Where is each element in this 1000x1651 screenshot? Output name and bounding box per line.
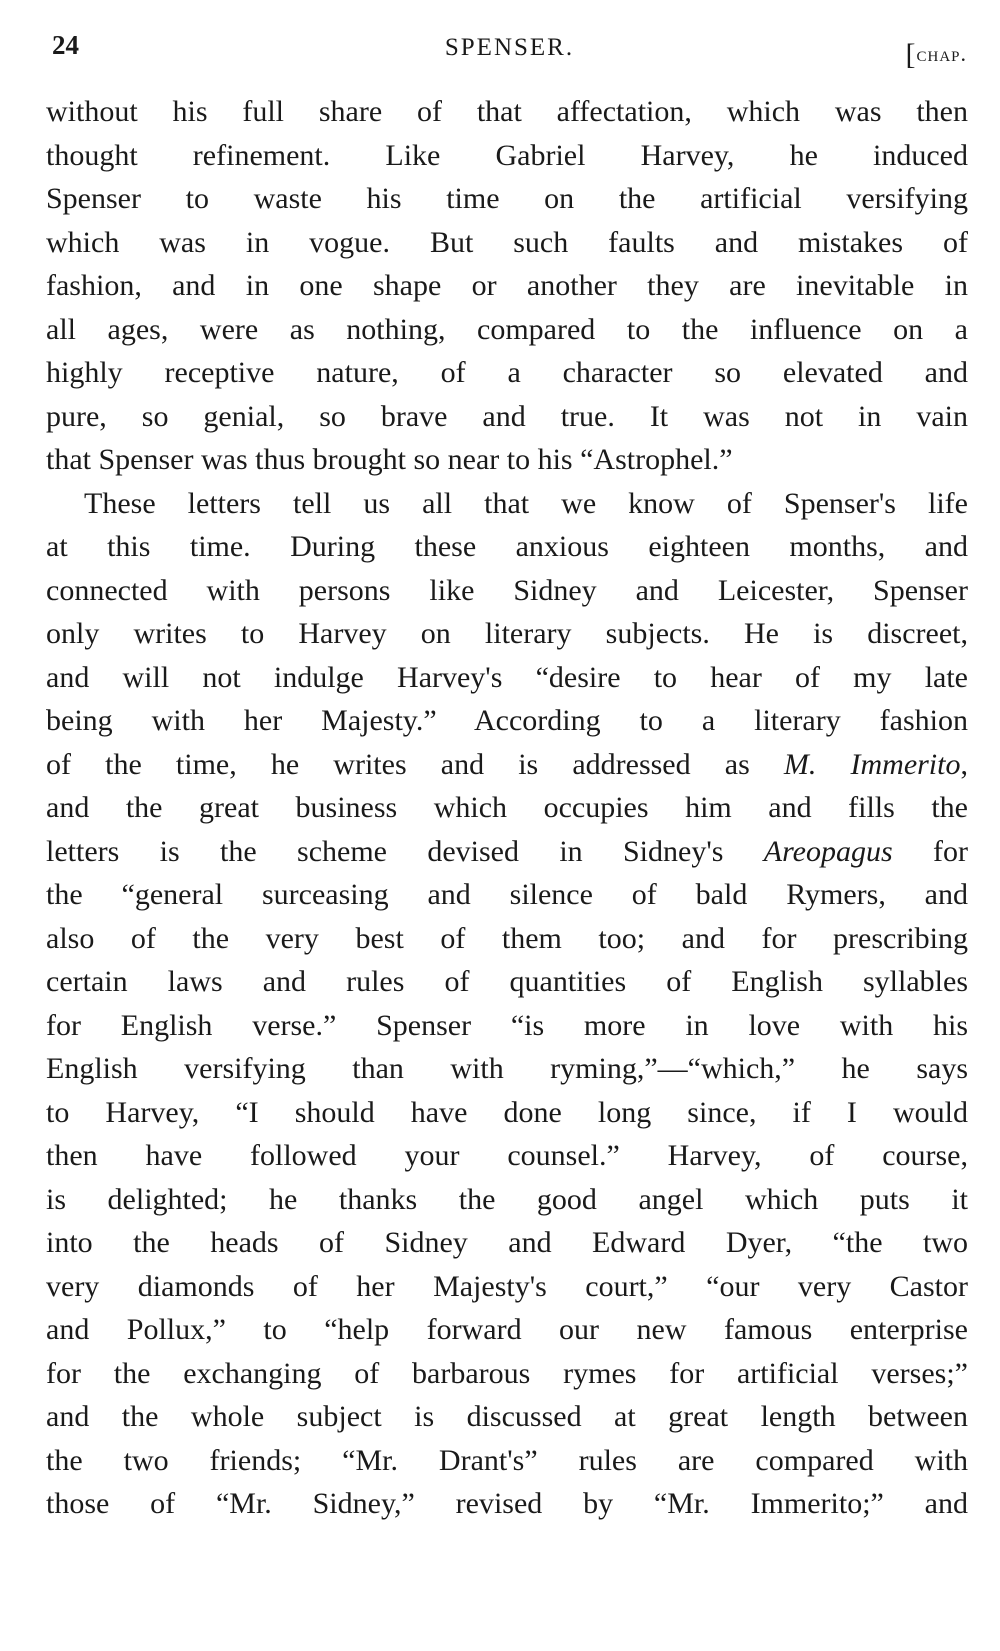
text-line: and the whole subject is discussed at great length between: [46, 1400, 968, 1433]
text-line: very diamonds of her Majesty's court,” “our very Castor: [46, 1269, 968, 1303]
body-text: [46, 90, 968, 1526]
chapter-bracket: [: [905, 38, 917, 71]
text-line: connected with persons like Sidney and Leicester, Spenser: [46, 573, 968, 607]
text-line: Spenser to waste his time on the artificial versifying: [46, 182, 968, 215]
text-line: pure, so genial, so brave and true. It was not in vain: [46, 399, 968, 433]
text-line: for English verse.” Spenser “is more in love with his: [46, 1008, 968, 1042]
text-line: the two friends; “Mr. Drant's” rules are compared with: [46, 1443, 968, 1477]
text-line: thought refinement. Like Gabriel Harvey, he induced: [46, 138, 968, 172]
text-line: fashion, and in one shape or another they are inevitable in: [46, 269, 968, 302]
text-line: of the time, he writes and is addressed as M. Immerito,: [46, 747, 968, 781]
running-title: SPENSER.: [444, 34, 575, 61]
text-line: only writes to Harvey on literary subjects. He is discreet,: [46, 617, 968, 650]
text-line: those of “Mr. Sidney,” revised by “Mr. Immerito;” and: [46, 1487, 968, 1520]
chapter-label: chap.: [916, 41, 967, 66]
text-line: that Spenser was thus brought so near to his “Astrophel.”: [46, 443, 733, 476]
text-line: to Harvey, “I should have done long since, if I would: [46, 1095, 968, 1129]
page-header: [52, 30, 967, 70]
text-line: into the heads of Sidney and Edward Dyer, “the two: [46, 1226, 968, 1259]
text-line: also of the very best of them too; and for prescribing: [46, 921, 968, 955]
italic-phrase: Areopagus: [763, 834, 893, 868]
text-line: and Pollux,” to “help forward our new famous enterprise: [46, 1313, 968, 1346]
text-line: at this time. During these anxious eighteen months, and: [46, 530, 968, 563]
text-line: all ages, were as nothing, compared to the influence on a: [46, 312, 968, 346]
text-line: and the great business which occupies him and fills the: [46, 791, 968, 824]
chapter-mark: [905, 38, 967, 72]
page-number: 24: [52, 30, 79, 60]
text-line: then have followed your counsel.” Harvey, of course,: [46, 1139, 968, 1172]
text-line: letters is the scheme devised in Sidney's Areopagus for: [46, 834, 969, 868]
text-line: certain laws and rules of quantities of English syllables: [46, 965, 968, 998]
text-line: highly receptive nature, of a character so elevated and: [46, 356, 968, 389]
italic-phrase: M. Immerito: [783, 747, 961, 781]
text-line: English versifying than with ryming,”—“which,” he says: [46, 1052, 968, 1085]
text-line: without his full share of that affectation, which was then: [46, 95, 968, 128]
paragraph-start-line: These letters tell us all that we know of Spenser's life: [84, 486, 968, 520]
text-line: and will not indulge Harvey's “desire to hear of my late: [46, 660, 968, 694]
text-line: is delighted; he thanks the good angel which puts it: [46, 1182, 968, 1216]
text-line: which was in vogue. But such faults and mistakes of: [46, 225, 968, 259]
text-line: being with her Majesty.” According to a literary fashion: [46, 704, 968, 737]
text-line: the “general surceasing and silence of bald Rymers, and: [46, 878, 968, 911]
text-line: for the exchanging of barbarous rymes for artificial verses;”: [46, 1356, 968, 1390]
